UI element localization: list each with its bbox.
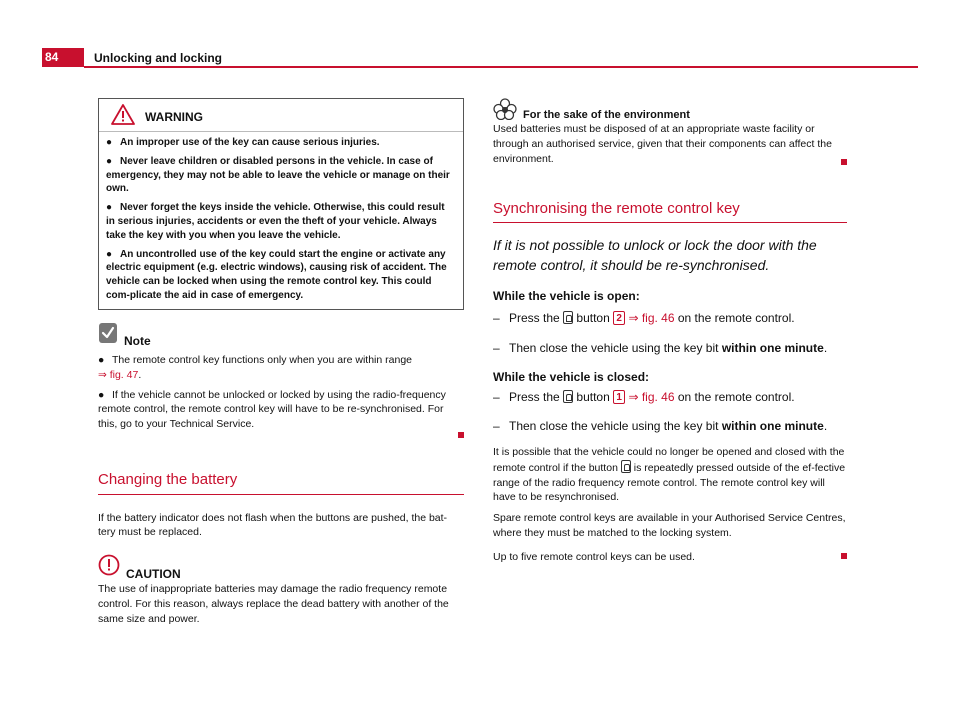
step-close-closed: – Then close the vehicle using the key bit within one minute. — [493, 418, 828, 433]
flower-icon — [493, 98, 517, 120]
section-end-marker — [458, 432, 464, 438]
chapter-title: Unlocking and locking — [94, 51, 223, 65]
fig-46-link[interactable]: ⇒ fig. 46 — [628, 389, 675, 404]
environment-header — [493, 98, 847, 124]
warning-header — [99, 99, 463, 132]
sync-heading: Synchronising the remote control key — [493, 198, 847, 223]
key-limit-paragraph: Up to five remote control keys can be used. — [493, 550, 847, 565]
warning-triangle-icon — [111, 104, 135, 125]
step-press-closed: – Press the button 1 ⇒ fig. 46 on the remote control. — [493, 389, 795, 404]
fig-46-link[interactable]: ⇒ fig. 46 — [628, 310, 675, 325]
note-item: ● The remote control key functions only when you are within range ⇒ fig. 47. — [98, 353, 412, 381]
lock-button-icon — [563, 390, 573, 403]
caution-icon — [98, 554, 120, 576]
warning-body — [99, 132, 463, 309]
warning-item: ● Never leave children or disabled persons in the vehicle. In case of emergency, they may not be able to leave the vehicle or manage on their own. — [106, 155, 450, 195]
note-section — [98, 322, 464, 443]
changing-battery-heading: Changing the battery — [98, 469, 464, 494]
caution-body: The use of inappropriate batteries may damage the radio frequency remote control. For this reason, always replace the dead battery with another of the same size and power. — [98, 583, 449, 626]
warning-title: WARNING — [145, 110, 203, 124]
section-end-marker — [841, 159, 847, 165]
note-header — [98, 322, 464, 348]
resync-paragraph: It is possible that the vehicle could no longer be opened and closed with the remote control if the button is repeatedly pressed outside of the ef-fective range of the radio frequency remote control. The remote control key will have to be resynchronised. — [493, 445, 846, 504]
page-number: 84 — [42, 48, 84, 67]
note-item: ● If the vehicle cannot be unlocked or locked by using the radio-frequency remote control, the remote control key will have to be re-synchronised. For this, go to your Technical Service. — [98, 388, 446, 431]
right-column — [493, 98, 847, 565]
key-button-icon — [621, 460, 631, 473]
closed-label: While the vehicle is closed: — [493, 369, 650, 384]
warning-box — [98, 98, 464, 310]
fig-47-link[interactable]: ⇒ fig. 47 — [98, 368, 139, 381]
warning-item: ● Never forget the keys inside the vehicle. Otherwise, this could result in serious injuries, accidents or even the theft of your vehicle. Always take the key with you when you leave the vehicle. — [106, 202, 445, 241]
note-title: Note — [124, 333, 151, 348]
caution-title: CAUTION — [126, 567, 181, 582]
environment-body: Used batteries must be disposed of at an appropriate waste facility or through an authorised service, given that their components can affect the environment. — [493, 123, 832, 165]
sync-lede: If it is not possible to unlock or lock the door with the remote control, it should be re-synchronised. — [493, 236, 817, 274]
callout-badge: 2 — [613, 311, 625, 325]
step-close-open: – Then close the vehicle using the key bit within one minute. — [493, 340, 828, 355]
battery-body: If the battery indicator does not flash when the buttons are pushed, the bat-tery must be replaced. — [98, 511, 448, 539]
section-end-marker — [841, 553, 847, 559]
unlock-button-icon — [563, 311, 573, 324]
caution-header — [98, 554, 464, 580]
header-rule — [84, 66, 918, 68]
warning-item: ● An improper use of the key can cause serious injuries. — [106, 137, 380, 148]
callout-badge: 1 — [613, 390, 625, 404]
note-icon — [98, 322, 118, 344]
open-label: While the vehicle is open: — [493, 288, 640, 303]
left-column — [98, 98, 464, 627]
step-press-open: – Press the button 2 ⇒ fig. 46 on the remote control. — [493, 310, 795, 325]
warning-item: ● An uncontrolled use of the key could start the engine or activate any electric equipment (e.g. electric windows), causing risk of accident. The vehicle can be locked when using the remote control key. This could com-plicate the aid in case of emergency. — [106, 248, 447, 301]
spare-keys-paragraph: Spare remote control keys are available in your Authorised Service Centres, where they must be matched to the locking system. — [493, 512, 846, 540]
environment-title: For the sake of the environment — [523, 109, 690, 121]
